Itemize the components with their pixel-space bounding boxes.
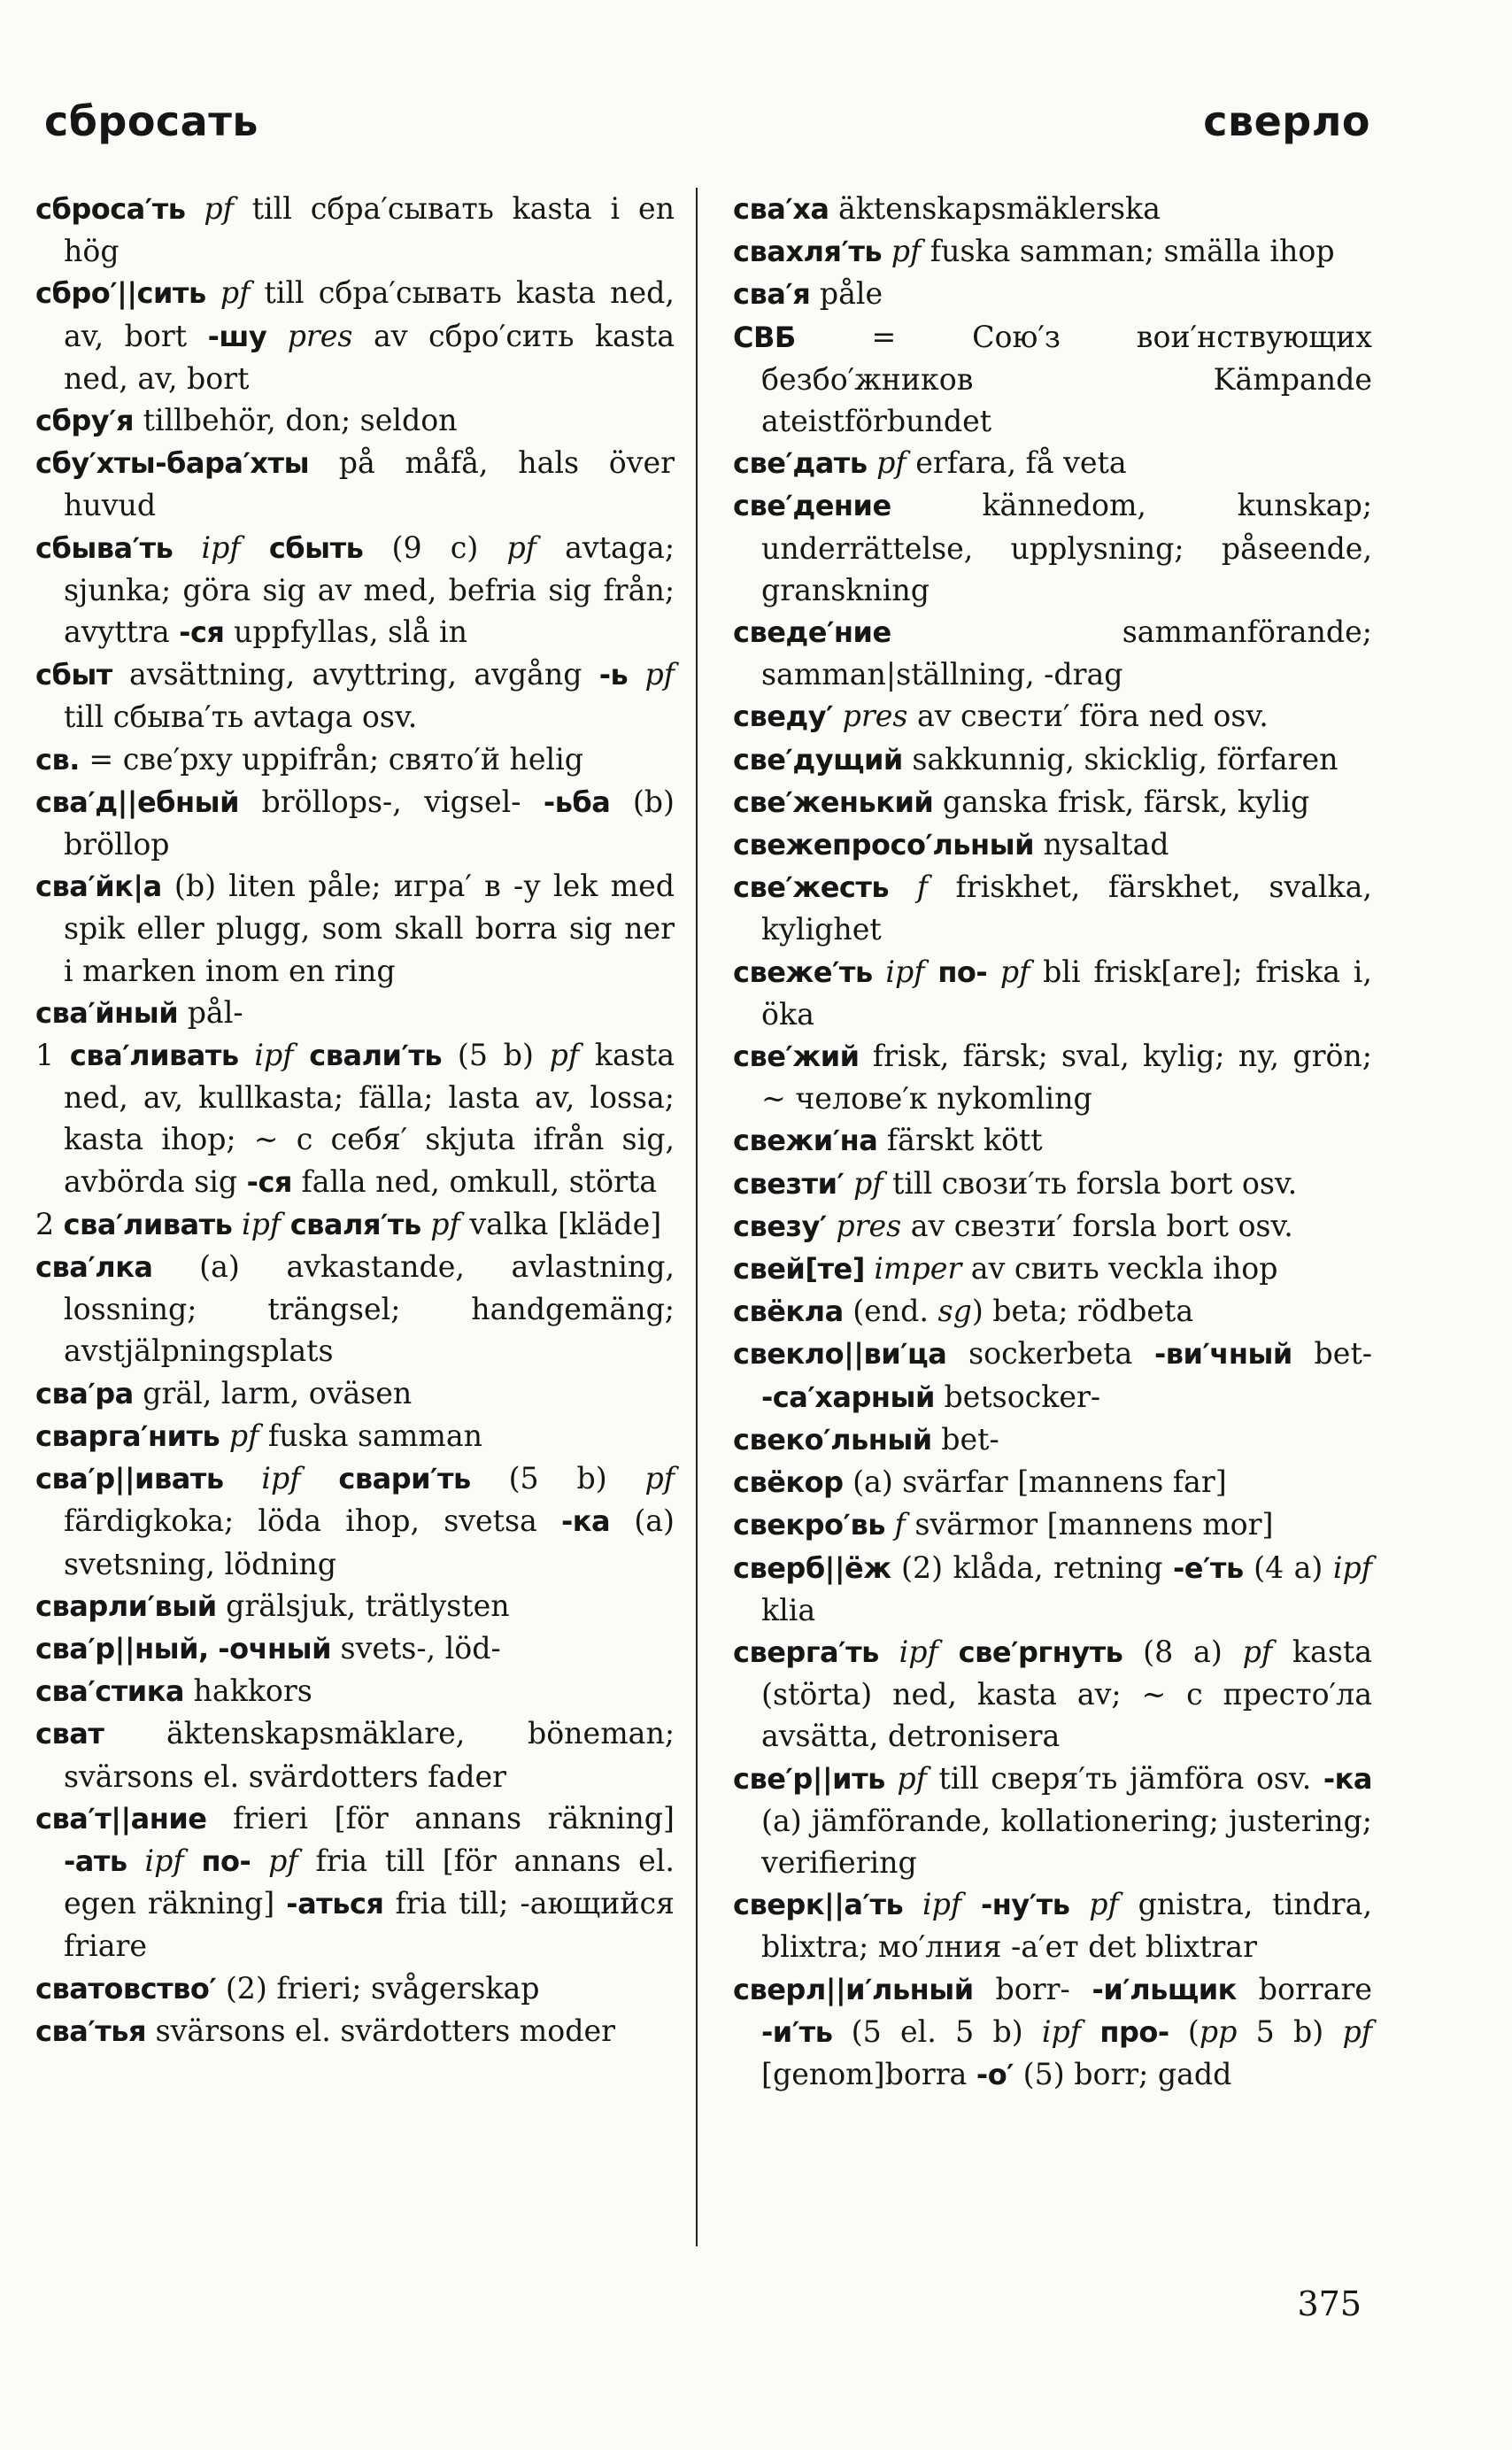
- grammar-label: pf: [852, 1165, 883, 1201]
- entry-text: svets-, löd-: [331, 1630, 501, 1666]
- grammar-label: ipf: [922, 1887, 962, 1922]
- entry-text: erfara, få veta: [906, 445, 1127, 481]
- dictionary-entry: [733, 1503, 1372, 1546]
- column-divider: [696, 188, 698, 2246]
- dictionary-entry: [35, 527, 675, 654]
- entry-text: svärsons el. svärdotters moder: [146, 2013, 615, 2048]
- entry-text: [925, 954, 938, 989]
- entry-text: till свози′ть forsla bort osv.: [883, 1165, 1298, 1201]
- entry-headword: -ь: [598, 658, 629, 692]
- entry-text: kasta ned, av, kullkasta; fälla; lasta av, lossa; kasta ihop; ~ с себя′ skjuta ifrån sig, avbörda sig: [64, 1038, 675, 1199]
- dictionary-entry: [35, 1670, 675, 1712]
- entry-text: ganska frisk, färsk, kylig: [933, 784, 1310, 819]
- grammar-label: ipf: [144, 1843, 184, 1878]
- entry-text: [885, 1507, 895, 1542]
- entry-text: bet-: [1292, 1336, 1372, 1372]
- entry-headword: -ви′чный: [1154, 1337, 1292, 1372]
- entry-headword: свежи′на: [733, 1124, 878, 1158]
- dictionary-entry: [35, 1246, 675, 1372]
- entry-text: [301, 1461, 339, 1496]
- entry-headword: сва′йный: [35, 995, 179, 1030]
- dictionary-entry: [733, 823, 1372, 866]
- dictionary-entry: [35, 188, 675, 272]
- entry-text: [882, 234, 891, 268]
- grammar-label: pf: [891, 234, 922, 269]
- entry-text: [173, 530, 201, 565]
- dictionary-entry: [35, 1627, 675, 1670]
- entry-text: borr-: [973, 1971, 1092, 2006]
- entry-headword: -аться: [286, 1887, 384, 1921]
- grammar-label: pf: [1342, 2013, 1372, 2049]
- grammar-label: ipf: [241, 1206, 282, 1241]
- grammar-label: pf: [1089, 1887, 1119, 1922]
- grammar-label: ipf: [885, 954, 925, 989]
- entry-text: (2) frieri; svågerskap: [216, 1970, 540, 2006]
- entry-text: bröllops-, vigsel-: [238, 784, 544, 819]
- dictionary-entry: [35, 1457, 675, 1585]
- entry-text: [184, 1843, 202, 1878]
- dictionary-entry: [733, 1631, 1372, 1758]
- entry-headword: свари′ть: [338, 1462, 471, 1496]
- entry-text: falla ned, omkull, störta: [291, 1163, 658, 1199]
- grammar-label: ipf: [254, 1038, 294, 1073]
- entry-headword: све′р||ить: [733, 1761, 885, 1796]
- entry-headword: сва′йк|а: [35, 869, 162, 904]
- dictionary-entry: [35, 1797, 675, 1967]
- entry-text: (a) svetsning, lödning: [64, 1503, 675, 1581]
- entry-text: [239, 1038, 255, 1072]
- entry-text: [220, 1418, 229, 1453]
- entry-headword: свёкла: [733, 1295, 844, 1329]
- entry-headword: -ся: [246, 1164, 292, 1199]
- entry-headword: сведу′: [733, 699, 834, 734]
- entry-headword: сва′я: [733, 277, 811, 312]
- entry-headword: сва′ливать: [69, 1039, 239, 1073]
- grammar-label: ipf: [1041, 2013, 1082, 2049]
- entry-headword: -ка: [561, 1504, 611, 1539]
- entry-text: (5) borr; gadd: [1014, 2056, 1232, 2091]
- entry-headword: све′дать: [733, 446, 868, 481]
- entry-headword: све′дение: [733, 489, 891, 523]
- entry-headword: сверб||ёж: [733, 1550, 891, 1585]
- grammar-label: pf: [220, 275, 251, 311]
- grammar-label: pf: [999, 954, 1030, 989]
- right-column: [733, 188, 1372, 2096]
- dictionary-entry: [733, 951, 1372, 1035]
- entry-headword: сбыва′ть: [35, 530, 174, 565]
- dictionary-entry: [35, 992, 675, 1034]
- entry-headword: свеже′ть: [733, 954, 873, 989]
- entry-text: sockerbeta: [946, 1336, 1155, 1372]
- entry-headword: сбро′||сить: [35, 276, 206, 311]
- entry-headword: -е′ть: [1172, 1550, 1244, 1585]
- entry-headword: свекро′вь: [733, 1508, 885, 1542]
- dictionary-entry: [733, 1883, 1372, 1967]
- entry-text: [873, 954, 886, 989]
- dictionary-entry: [733, 188, 1372, 230]
- entry-headword: -ка: [1323, 1761, 1372, 1796]
- dictionary-entry: [35, 1203, 675, 1246]
- dictionary-entry: [35, 653, 675, 738]
- entry-text: fria till [för annans el. egen räkning]: [64, 1843, 675, 1921]
- entry-headword: свей[те]: [733, 1252, 865, 1287]
- entry-text: [987, 954, 1000, 989]
- entry-text: [224, 1461, 262, 1496]
- dictionary-entry: [35, 1967, 675, 2010]
- entry-text: av свить veckla ihop: [961, 1251, 1278, 1287]
- dictionary-entry: [733, 1163, 1372, 1205]
- dictionary-entry: [733, 316, 1372, 443]
- entry-text: [1069, 1887, 1089, 1921]
- entry-text: avtaga; sjunka; göra sig av med, befria sig från; avyttra: [64, 529, 675, 650]
- entry-text: gnistra, tindra, blixtra; мо′лния -а′ет det blixtrar: [761, 1887, 1372, 1965]
- grammar-label: f: [894, 1507, 906, 1542]
- entry-text: gräl, larm, oväsen: [133, 1375, 413, 1410]
- dictionary-entry: [733, 442, 1372, 484]
- entry-text: [961, 1887, 981, 1921]
- entry-headword: све′жий: [733, 1040, 860, 1074]
- entry-text: äktenskapsmäklare, böneman; svärsons el. svärdotters fader: [64, 1716, 675, 1794]
- dictionary-entry: [35, 1585, 675, 1627]
- running-head-last-word: сверло: [1203, 97, 1370, 145]
- entry-headword: сватовство′: [35, 1971, 217, 2006]
- dictionary-entry: [733, 866, 1372, 950]
- grammar-label: f: [916, 869, 928, 905]
- entry-headword: све′дущий: [733, 742, 903, 777]
- entry-text: [903, 1887, 922, 1921]
- entry-text: [185, 191, 204, 226]
- entry-text: till сверя′ть jämföra osv.: [926, 1760, 1323, 1796]
- entry-headword: по-: [937, 954, 988, 989]
- entry-text: (4 a): [1243, 1550, 1333, 1585]
- entry-text: pål-: [178, 994, 243, 1030]
- page-number: 375: [1297, 2284, 1362, 2323]
- entry-headword: сбыть: [268, 530, 364, 565]
- entry-text: färdigkoka; löda ihop, svetsa: [64, 1503, 562, 1539]
- entry-headword: сва′лка: [35, 1250, 153, 1285]
- entry-headword: сва′р||ивать: [35, 1462, 224, 1496]
- entry-headword: све′жесть: [733, 870, 890, 905]
- entry-headword: -са′харный: [761, 1380, 935, 1414]
- entry-text: (a) avkastande, avlastning, lossning; trängsel; handgemäng; avstjälpningsplats: [64, 1249, 675, 1369]
- entry-text: [865, 1251, 875, 1286]
- entry-text: valka [kläde]: [459, 1206, 662, 1241]
- running-head-first-word: сбросать: [44, 97, 258, 145]
- grammar-label: imper: [874, 1251, 962, 1287]
- entry-text: avsättning, avyttring, avgång: [112, 657, 599, 692]
- entry-text: [844, 1166, 853, 1201]
- entry-headword: сварга′нить: [35, 1418, 220, 1453]
- entry-text: kännedom, kunskap; underrättelse, upplysning; påseende, granskning: [761, 488, 1372, 607]
- entry-headword: по-: [201, 1843, 251, 1878]
- entry-text: [833, 699, 843, 733]
- entry-text: = све′рху uppifrån; свято′й helig: [79, 741, 584, 777]
- entry-headword: сва′д||ебный: [35, 784, 239, 819]
- grammar-label: sg: [937, 1294, 972, 1329]
- entry-headword: све′ргнуть: [958, 1635, 1123, 1669]
- dictionary-entry: [733, 273, 1372, 315]
- entry-text: (9 c): [363, 529, 507, 565]
- entry-text: påle: [810, 276, 883, 312]
- entry-text: av свести′ föra ned osv.: [907, 699, 1269, 734]
- entry-headword: сва′стика: [35, 1674, 184, 1709]
- entry-headword: сведе′ние: [733, 615, 891, 650]
- entry-text: [827, 1209, 837, 1243]
- entry-headword: свезу′: [733, 1209, 827, 1243]
- grammar-label: ipf: [201, 529, 241, 565]
- grammar-label: pf: [644, 657, 675, 692]
- dictionary-entry: [733, 738, 1372, 781]
- entry-text: (2) klåda, retning: [891, 1550, 1173, 1585]
- entry-text: (a) jämförande, kollationering; justering; verifiering: [761, 1803, 1372, 1880]
- entry-text: (b) bröllop: [64, 784, 675, 862]
- dictionary-entry: [35, 1712, 675, 1797]
- entry-text: [885, 1761, 898, 1796]
- dictionary-entry: [35, 1034, 675, 1203]
- entry-headword: -и′ть: [761, 2014, 833, 2049]
- entry-headword: сваля′ть: [289, 1207, 421, 1241]
- entry-headword: сверл||и′льный: [733, 1972, 974, 2006]
- dictionary-entry: [733, 1547, 1372, 1631]
- entry-text: sakkunnig, skicklig, förfaren: [902, 741, 1338, 777]
- entry-text: fuska samman; smälla ihop: [921, 234, 1335, 269]
- grammar-label: pres: [836, 1208, 902, 1243]
- entry-text: (8 a): [1122, 1634, 1243, 1669]
- grammar-label: pf: [549, 1038, 580, 1073]
- entry-text: färskt kött: [877, 1123, 1043, 1158]
- dictionary-entry: [733, 1333, 1372, 1418]
- dictionary-entry: [35, 865, 675, 992]
- entry-text: av сбро′сить kasta ned, av, bort: [64, 318, 675, 396]
- dictionary-entry: [35, 442, 675, 526]
- entry-text: (b) liten påle; игра′ в -у lek med spik eller plugg, som skall borra sig ner i marken inom en ring: [64, 869, 675, 988]
- entry-headword: сва′ра: [35, 1376, 134, 1410]
- grammar-label: ipf: [899, 1634, 938, 1669]
- entry-headword: -о′: [976, 2057, 1014, 2091]
- entry-headword: сва′тья: [35, 2013, 147, 2048]
- entry-text: frieri [för annans räkning]: [206, 1800, 675, 1836]
- entry-text: friskhet, färskhet, svalka, kylighet: [761, 869, 1372, 947]
- entry-text: (5 el. 5 b): [832, 2013, 1042, 2049]
- entry-text: på måfå, hals över huvud: [64, 445, 675, 523]
- entry-text: fuska samman: [258, 1418, 482, 1453]
- entry-text: [879, 1635, 899, 1669]
- left-column: [35, 188, 675, 2052]
- entry-headword: сбру′я: [35, 404, 135, 438]
- entry-headword: сва′т||ание: [35, 1801, 207, 1836]
- entry-text: (end.: [843, 1294, 938, 1329]
- dictionary-entry: [733, 1035, 1372, 1119]
- grammar-label: pf: [1242, 1634, 1273, 1669]
- entry-text: 5 b): [1237, 2013, 1343, 2049]
- dictionary-entry: [733, 1968, 1372, 2097]
- entry-headword: свали′ть: [309, 1039, 443, 1073]
- dictionary-entry: [733, 1119, 1372, 1162]
- entry-headword: свеко′льный: [733, 1422, 932, 1457]
- entry-headword: сва′ха: [733, 192, 829, 226]
- grammar-label: pf: [204, 191, 234, 226]
- dictionary-entry: [733, 1461, 1372, 1503]
- entry-text: [241, 530, 269, 565]
- entry-text: klia: [761, 1592, 816, 1627]
- entry-headword: сбу′хты-бара′хты: [35, 446, 310, 481]
- grammar-label: pf: [644, 1461, 675, 1496]
- entry-text: [628, 657, 644, 692]
- entry-text: uppfyllas, slå in: [224, 614, 468, 650]
- dictionary-entry: [733, 230, 1372, 273]
- entry-text: [281, 1207, 290, 1241]
- grammar-label: pf: [876, 445, 906, 481]
- entry-headword: сбыт: [35, 658, 112, 692]
- entry-text: [232, 1207, 242, 1241]
- entry-text: = Сою′з вои′нствующих безбо′жников Kämpande ateistförbundet: [761, 319, 1372, 439]
- entry-text: hakkors: [184, 1673, 312, 1709]
- entry-text: av свезти′ forsla bort osv.: [901, 1208, 1293, 1243]
- dictionary-entry: [35, 2010, 675, 2052]
- entry-text: (5 b): [470, 1461, 645, 1496]
- entry-text: (a) svärfar [mannens far]: [843, 1465, 1227, 1500]
- entry-headword: свахля′ть: [733, 235, 883, 269]
- dictionary-entry: [733, 1418, 1372, 1461]
- entry-headword: -ся: [179, 615, 225, 650]
- entry-headword: про-: [1099, 2014, 1169, 2049]
- entry-text: 2: [35, 1206, 64, 1241]
- grammar-label: pf: [228, 1418, 259, 1453]
- entry-text: fria till; -ающийся friare: [64, 1886, 675, 1964]
- entry-headword: -шу: [207, 319, 267, 353]
- entry-text: [938, 1635, 959, 1669]
- dictionary-entry: [35, 272, 675, 399]
- dictionary-entry: [733, 1290, 1372, 1333]
- entry-headword: св.: [35, 742, 80, 777]
- dictionary-entry: [35, 738, 675, 781]
- grammar-label: pres: [287, 318, 353, 353]
- dictionary-entry: [733, 1248, 1372, 1290]
- entry-text: [206, 275, 220, 310]
- dictionary-entry: [733, 695, 1372, 738]
- entry-text: [251, 1843, 268, 1878]
- entry-text: kasta (störta) ned, kasta av; ~ с престо′ла avsätta, detronisera: [761, 1634, 1372, 1754]
- dictionary-entry: [35, 1415, 675, 1457]
- entry-text: borrare: [1236, 1971, 1372, 2006]
- entry-headword: -ьба: [543, 784, 611, 819]
- dictionary-entry: [733, 1758, 1372, 1884]
- entry-text: (5 b): [442, 1038, 550, 1073]
- entry-headword: -и′льщик: [1092, 1972, 1237, 2006]
- entry-headword: сва′ливать: [63, 1207, 233, 1241]
- entry-headword: -ну′ть: [981, 1888, 1070, 1922]
- dictionary-entry: [733, 781, 1372, 823]
- entry-text: 1: [35, 1038, 70, 1073]
- entry-headword: сверк||а′ть: [733, 1888, 904, 1922]
- grammar-label: pf: [268, 1843, 298, 1878]
- grammar-label: pp: [1199, 2013, 1238, 2049]
- entry-headword: свекло||ви′ца: [733, 1337, 947, 1372]
- entry-text: frisk, färsk; sval, kylig; ny, grön; ~ челове′к nykomling: [761, 1039, 1372, 1117]
- entry-text: [889, 869, 917, 904]
- entry-text: [294, 1038, 310, 1072]
- entry-text: äktenskapsmäklerska: [829, 191, 1161, 226]
- entry-text: [421, 1207, 431, 1241]
- entry-text: [266, 319, 288, 353]
- dictionary-entry: [733, 611, 1372, 695]
- dictionary-entry: [733, 1205, 1372, 1248]
- entry-text: nysaltad: [1034, 827, 1169, 862]
- entry-headword: сва′р||ный, -очный: [35, 1631, 331, 1666]
- entry-text: till сбра′сывать kasta i en hög: [64, 191, 675, 269]
- grammar-label: pres: [842, 699, 908, 734]
- entry-text: [868, 445, 877, 480]
- entry-headword: сварли′вый: [35, 1588, 217, 1623]
- entry-headword: сверга′ть: [733, 1635, 879, 1669]
- entry-text: betsocker-: [934, 1379, 1101, 1414]
- entry-text: till сбра′сывать kasta ned, av, bort: [64, 275, 675, 353]
- grammar-label: ipf: [1332, 1550, 1372, 1585]
- entry-text: [1081, 2014, 1099, 2049]
- grammar-label: ipf: [261, 1461, 301, 1496]
- entry-text: sammanförande; samman|ställning, -drag: [761, 614, 1372, 692]
- grammar-label: pf: [897, 1760, 927, 1796]
- dictionary-entry: [35, 781, 675, 865]
- grammar-label: pf: [506, 529, 536, 565]
- entry-text: (: [1169, 2013, 1200, 2049]
- entry-text: bet-: [931, 1421, 999, 1457]
- entry-headword: сброса′ть: [35, 192, 186, 226]
- entry-text: till сбыва′ть avtaga osv.: [64, 699, 418, 735]
- entry-text: tillbehör, don; seldon: [134, 403, 458, 438]
- entry-text: svärmor [mannens mor]: [905, 1507, 1274, 1542]
- entry-headword: свезти′: [733, 1166, 845, 1201]
- entry-headword: свёкор: [733, 1465, 844, 1500]
- entry-headword: СВБ: [733, 320, 796, 354]
- entry-headword: -ать: [64, 1843, 127, 1878]
- entry-headword: сват: [35, 1717, 104, 1751]
- entry-text: grälsjuk, trätlysten: [216, 1588, 510, 1623]
- entry-headword: свежепросо′льный: [733, 828, 1034, 862]
- dictionary-entry: [733, 484, 1372, 611]
- entry-text: bli frisk[are]; friska i, öka: [761, 954, 1372, 1032]
- dictionary-entry: [35, 1372, 675, 1415]
- entry-text: [genom]borra: [761, 2056, 976, 2091]
- entry-text: ) beta; rödbeta: [971, 1294, 1194, 1329]
- entry-text: [127, 1843, 145, 1878]
- dictionary-entry: [35, 399, 675, 442]
- grammar-label: pf: [430, 1206, 460, 1241]
- entry-headword: све′женький: [733, 784, 934, 819]
